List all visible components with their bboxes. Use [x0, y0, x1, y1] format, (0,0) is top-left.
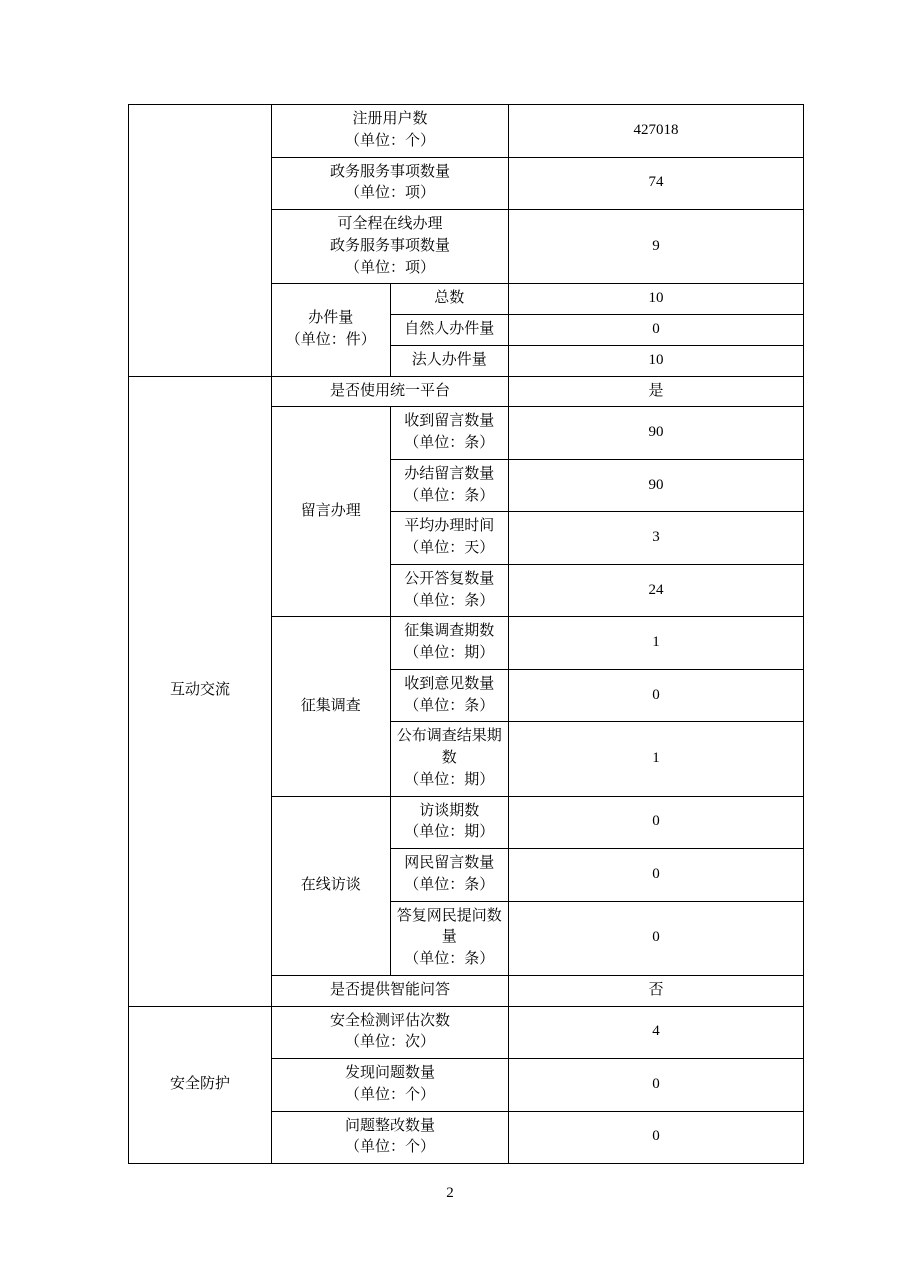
label-line-2: （单位：项）	[344, 185, 435, 202]
label-security-assessments	[272, 1006, 509, 1059]
value-messages-closed: 90	[509, 459, 804, 512]
label-line-2: （单位：期）	[404, 824, 495, 841]
category-cell-empty	[129, 105, 272, 377]
value-handled-natural-person: 0	[509, 315, 804, 346]
report-table-container	[128, 104, 788, 1164]
label-smart-qa: 是否提供智能问答	[272, 975, 509, 1006]
label-line-1: 收到留言数量	[404, 413, 495, 430]
value-average-handling-time: 3	[509, 512, 804, 565]
value-unified-platform: 是	[509, 376, 804, 407]
label-line-1: 发现问题数量	[344, 1065, 435, 1081]
sublabel-messages-received	[390, 407, 509, 460]
label-handled-volume	[272, 284, 391, 376]
category-interaction: 互动交流	[129, 376, 272, 1006]
sublabel-netizen-messages	[390, 849, 509, 902]
sublabel-handled-total: 总数	[390, 284, 509, 315]
label-line-1: 平均办理时间	[404, 518, 495, 535]
sublabel-handled-legal-person: 法人办件量	[390, 345, 509, 376]
sublabel-opinions-received	[390, 669, 509, 722]
label-line-1: 公布调查结果期数	[396, 728, 502, 766]
label-line-2: （单位：个）	[344, 132, 435, 149]
label-line-1: 网民留言数量	[404, 855, 495, 871]
label-line-1: 政务服务事项数量	[329, 163, 450, 180]
label-line-2: （单位：次）	[344, 1034, 435, 1051]
label-line-1: 收到意见数量	[404, 675, 495, 692]
label-line-2: （单位：个）	[344, 1139, 435, 1156]
sublabel-netizen-questions-answered	[390, 901, 509, 975]
label-line-2: （单位：条）	[404, 487, 495, 504]
value-security-assessments: 4	[509, 1006, 804, 1059]
table-row	[129, 1006, 804, 1059]
page-number: 2	[446, 1185, 454, 1201]
label-unified-platform: 是否使用统一平台	[272, 376, 509, 407]
label-line-2: （单位：件）	[285, 331, 376, 348]
label-line-1: 安全检测评估次数	[329, 1012, 450, 1029]
label-line-2: （单位：条）	[404, 592, 495, 609]
value-opinions-received: 0	[509, 669, 804, 722]
value-gov-service-items: 74	[509, 157, 804, 210]
value-survey-sessions: 1	[509, 617, 804, 670]
value-handled-legal-person: 10	[509, 345, 804, 376]
label-line-1: 注册用户数	[352, 111, 428, 127]
government-website-statistics-table	[128, 104, 804, 1164]
value-smart-qa: 否	[509, 975, 804, 1006]
label-line-2: （单位：期）	[404, 771, 495, 788]
table-row	[129, 376, 804, 407]
label-survey: 征集调查	[272, 617, 391, 796]
value-issues-found: 0	[509, 1059, 804, 1112]
table-row	[129, 105, 804, 158]
label-line-2: （单位：条）	[404, 435, 495, 451]
label-message-handling: 留言办理	[272, 407, 391, 617]
category-security: 安全防护	[129, 1006, 272, 1164]
label-line-2: （单位：个）	[344, 1086, 435, 1103]
label-line-2: （单位：条）	[404, 951, 495, 967]
label-line-1: 公开答复数量	[404, 570, 495, 587]
sublabel-interview-sessions	[390, 796, 509, 849]
label-issues-found	[272, 1059, 509, 1112]
label-issues-rectified	[272, 1111, 509, 1164]
sublabel-handled-natural-person: 自然人办件量	[390, 315, 509, 346]
sublabel-survey-sessions	[390, 617, 509, 670]
label-line-2: （单位：天）	[404, 540, 495, 556]
label-line-2: 政务服务事项数量	[329, 237, 450, 254]
label-line-1: 办件量	[308, 310, 354, 327]
label-full-online-items	[272, 210, 509, 284]
label-line-1: 办结留言数量	[404, 465, 495, 482]
sublabel-survey-results-published	[390, 722, 509, 796]
label-line-1: 访谈期数	[419, 802, 480, 819]
value-issues-rectified: 0	[509, 1111, 804, 1164]
label-line-1: 可全程在线办理	[337, 216, 443, 232]
label-line-2: （单位：条）	[404, 697, 495, 714]
label-online-interview: 在线访谈	[272, 796, 391, 975]
label-line-3: （单位：项）	[344, 259, 435, 276]
label-registered-users	[272, 105, 509, 158]
value-messages-received: 90	[509, 407, 804, 460]
value-netizen-messages: 0	[509, 849, 804, 902]
label-gov-service-items	[272, 157, 509, 210]
sublabel-average-handling-time	[390, 512, 509, 565]
value-handled-total: 10	[509, 284, 804, 315]
value-netizen-questions-answered: 0	[509, 901, 804, 975]
sublabel-public-replies	[390, 564, 509, 617]
value-registered-users: 427018	[509, 105, 804, 158]
sublabel-messages-closed	[390, 459, 509, 512]
value-full-online-items: 9	[509, 210, 804, 284]
label-line-1: 答复网民提问数量	[396, 907, 502, 946]
label-line-1: 征集调查期数	[404, 623, 495, 640]
label-line-2: （单位：条）	[404, 876, 495, 893]
value-interview-sessions: 0	[509, 796, 804, 849]
value-public-replies: 24	[509, 564, 804, 617]
label-line-1: 问题整改数量	[344, 1117, 435, 1134]
label-line-2: （单位：期）	[404, 645, 495, 661]
value-survey-results-published: 1	[509, 722, 804, 796]
